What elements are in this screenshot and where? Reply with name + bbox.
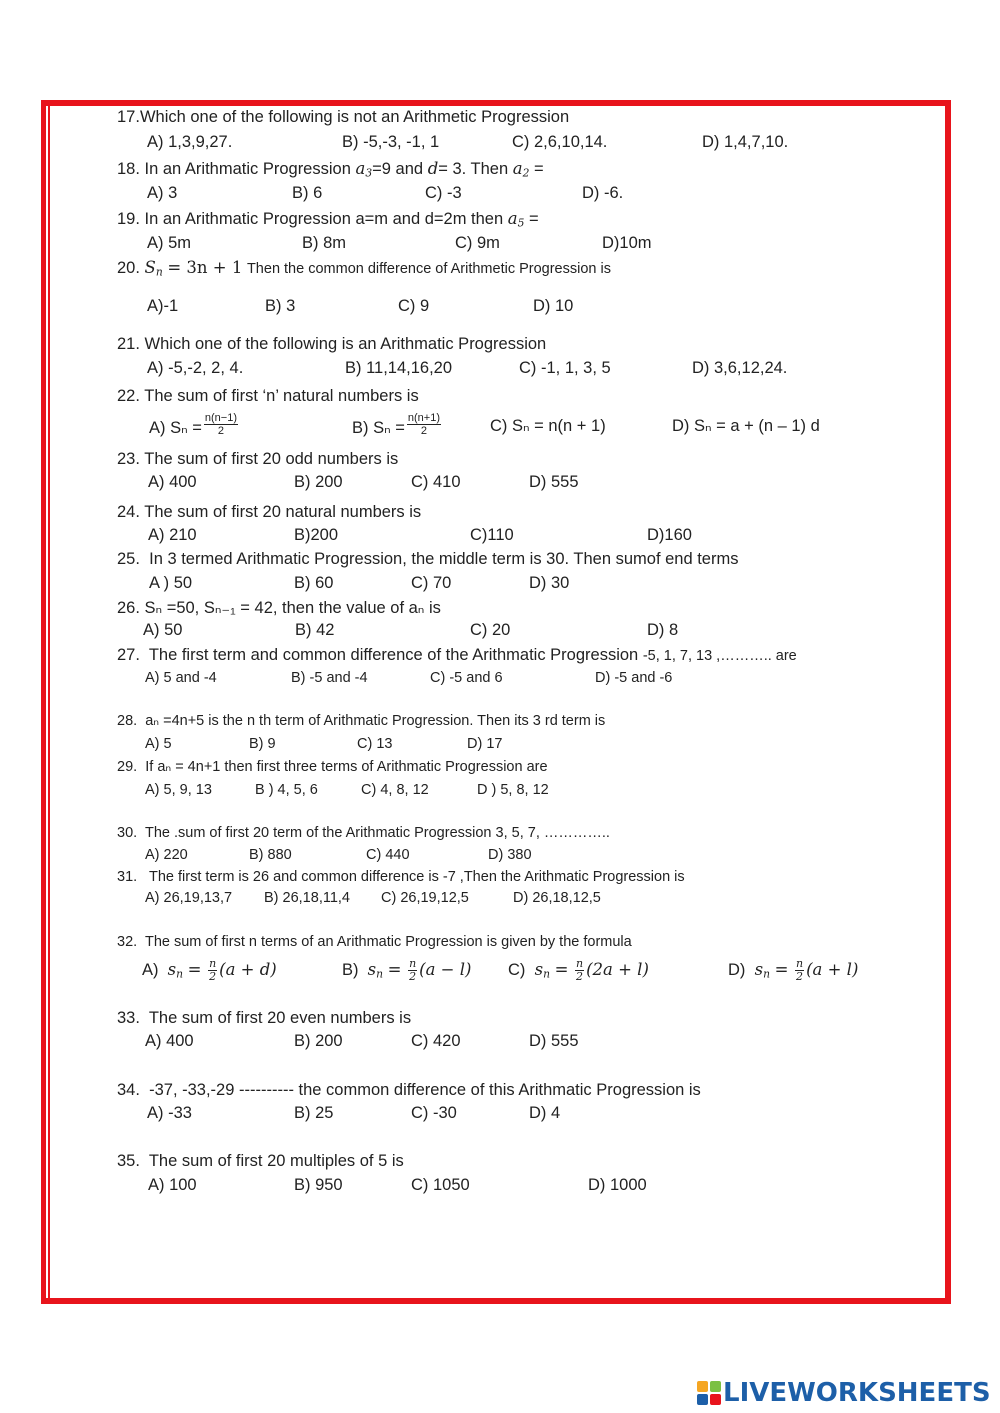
option-d[interactable]: D) 1,4,7,10. — [702, 133, 789, 151]
option-a[interactable]: A) 5, 9, 13 — [145, 782, 212, 798]
question-17: 17.Which one of the following is not an Arithmetic Progression — [117, 108, 570, 126]
options-27 — [145, 670, 905, 692]
option-b[interactable]: B) 26,18,11,4 — [264, 890, 350, 906]
option-d[interactable]: D) 10 — [533, 297, 574, 315]
question-33: 33. The sum of first 20 even numbers is — [117, 1009, 412, 1027]
option-c[interactable]: C) Sₙ = n(n + 1) — [490, 417, 606, 435]
question-31: 31. The first term is 26 and common difference is -7 ,Then the Arithmatic Progression is — [117, 869, 685, 885]
option-a[interactable]: A) 5 and -4 — [145, 670, 217, 686]
option-c[interactable]: C) $s_n$ = $\frac{n}{2}$ (2a + l) — [508, 957, 649, 983]
option-b[interactable]: B) 42 — [295, 621, 335, 639]
option-a[interactable]: A ) 50 — [149, 574, 193, 592]
option-a[interactable]: A) 1,3,9,27. — [147, 133, 233, 151]
option-c[interactable]: C) 2,6,10,14. — [512, 133, 608, 151]
options-17 — [147, 133, 907, 155]
options-26 — [143, 621, 903, 643]
question-22: 22. The sum of first ‘n’ natural numbers is — [117, 387, 419, 405]
option-c[interactable]: C) 9m — [455, 234, 500, 252]
option-b[interactable]: B) $s_n$ = $\frac{n}{2}$ (a − l) — [342, 957, 472, 983]
option-d[interactable]: D) 26,18,12,5 — [513, 890, 601, 906]
option-d[interactable]: D) 17 — [467, 736, 503, 752]
option-d[interactable]: D)10m — [602, 234, 652, 252]
option-c[interactable]: C)110 — [470, 526, 514, 544]
options-19 — [147, 234, 907, 256]
question-32: 32. The sum of first n terms of an Arithmatic Progression is given by the formula — [117, 934, 632, 950]
option-b[interactable]: B) 3 — [265, 297, 296, 315]
option-c[interactable]: C) 26,19,12,5 — [381, 890, 469, 906]
option-b[interactable]: B) -5,-3, -1, 1 — [342, 133, 440, 151]
option-a[interactable]: A) 220 — [145, 847, 188, 863]
option-c[interactable]: C) 4, 8, 12 — [361, 782, 429, 798]
option-b[interactable]: B) 6 — [292, 184, 323, 202]
question-29: 29. If aₙ = 4n+1 then first three terms of Arithmatic Progression are — [117, 759, 548, 775]
option-b[interactable]: B) 11,14,16,20 — [345, 359, 453, 377]
option-c[interactable]: C) 1050 — [411, 1176, 470, 1194]
option-a[interactable]: A) 5 — [145, 736, 172, 752]
question-34: 34. -37, -33,-29 ---------- the common difference of this Arithmatic Progression is — [117, 1081, 701, 1099]
option-d[interactable]: D) 1000 — [588, 1176, 647, 1194]
option-d[interactable]: D) 8 — [647, 621, 679, 639]
option-b[interactable]: B) 60 — [294, 574, 334, 592]
liveworksheets-logo[interactable] — [697, 1378, 991, 1408]
option-d[interactable]: D) 3,6,12,24. — [692, 359, 788, 377]
option-d[interactable]: D) 555 — [529, 1032, 579, 1050]
options-18 — [147, 184, 907, 206]
options-32 — [142, 954, 902, 986]
options-31 — [145, 890, 905, 912]
options-20 — [147, 297, 907, 319]
option-b[interactable]: B) 25 — [294, 1104, 334, 1122]
options-21 — [147, 359, 907, 381]
option-d[interactable]: D) $s_n$ = $\frac{n}{2}$ (a + l) — [728, 957, 859, 983]
option-a[interactable]: A) 5m — [147, 234, 192, 252]
option-d[interactable]: D) -6. — [582, 184, 624, 202]
options-35 — [148, 1176, 908, 1198]
option-a[interactable]: A) 210 — [148, 526, 197, 544]
question-24: 24. The sum of first 20 natural numbers is — [117, 503, 422, 521]
options-23 — [147, 473, 907, 495]
option-a[interactable]: A)-1 — [147, 297, 179, 315]
option-c[interactable]: C) 70 — [411, 574, 452, 592]
option-c[interactable]: C) -1, 1, 3, 5 — [519, 359, 611, 377]
option-b[interactable]: B) 200 — [294, 1032, 343, 1050]
option-d[interactable]: D) 4 — [529, 1104, 561, 1122]
option-a[interactable]: A) -33 — [147, 1104, 192, 1122]
options-24 — [147, 526, 907, 548]
options-30 — [145, 847, 905, 869]
option-a[interactable]: A) 400 — [145, 1032, 194, 1050]
option-b[interactable]: B) 950 — [294, 1176, 343, 1194]
option-b[interactable]: B)200 — [294, 526, 339, 544]
option-a[interactable]: A) 400 — [148, 473, 197, 491]
option-d[interactable]: D)160 — [647, 526, 692, 544]
question-20: 20. $S_n = 3n + 1$ Then the common difference of Arithmetic Progression is — [117, 258, 611, 279]
option-d[interactable]: D) 555 — [529, 473, 579, 491]
options-25 — [147, 574, 907, 596]
option-b[interactable]: B) Sₙ = $\frac{n(n+1)}{2}$ — [352, 412, 440, 437]
option-a[interactable]: A) 26,19,13,7 — [145, 890, 233, 906]
option-a[interactable]: A) 3 — [147, 184, 178, 202]
option-c[interactable]: C) -30 — [411, 1104, 457, 1122]
question-23: 23. The sum of first 20 odd numbers is — [117, 450, 399, 468]
option-b[interactable]: B ) 4, 5, 6 — [255, 782, 318, 798]
option-a[interactable]: A) -5,-2, 2, 4. — [147, 359, 244, 377]
option-c[interactable]: C) -3 — [425, 184, 462, 202]
question-30: 30. The .sum of first 20 term of the Arithmatic Progression 3, 5, 7, ………….. — [117, 825, 610, 841]
option-b[interactable]: B) 880 — [249, 847, 292, 863]
question-18: 18. In an Arithmatic Progression $a_3=9$ and d= 3. Then $a_2$ = — [117, 159, 544, 180]
question-19: 19. In an Arithmatic Progression a=m and d=2m then $a_5$ = — [117, 209, 539, 230]
option-b[interactable]: B) 8m — [302, 234, 347, 252]
option-a[interactable]: A) Sₙ = $\frac{n(n-1)}{2}$ — [149, 412, 237, 437]
option-c[interactable]: C) 410 — [411, 473, 461, 491]
question-26: 26. Sₙ =50, Sₙ₋₁ = 42, then the value of aₙ is — [117, 599, 441, 617]
option-c[interactable]: C) 440 — [366, 847, 410, 863]
option-b[interactable]: B) 9 — [249, 736, 276, 752]
option-c[interactable]: C) -5 and 6 — [430, 670, 503, 686]
option-c[interactable]: C) 420 — [411, 1032, 461, 1050]
option-d[interactable]: D) Sₙ = a + (n – 1) d — [672, 417, 820, 435]
options-29 — [145, 782, 905, 804]
question-25: 25. In 3 termed Arithmatic Progression, the middle term is 30. Then sumof end terms — [117, 550, 739, 568]
option-c[interactable]: C) 9 — [398, 297, 430, 315]
options-22 — [147, 412, 907, 442]
option-d[interactable]: D ) 5, 8, 12 — [477, 782, 549, 798]
option-c[interactable]: C) 13 — [357, 736, 393, 752]
question-28: 28. aₙ =4n+5 is the n th term of Arithmatic Progression. Then its 3 rd term is — [117, 713, 606, 729]
option-b[interactable]: B) 200 — [294, 473, 343, 491]
option-d[interactable]: D) -5 and -6 — [595, 670, 673, 686]
liveworksheets-logo-text: LIVEWORKSHEETS — [723, 1378, 991, 1408]
question-35: 35. The sum of first 20 multiples of 5 is — [117, 1152, 404, 1170]
liveworksheets-logo-icon — [697, 1381, 721, 1405]
options-33 — [145, 1032, 905, 1054]
option-a[interactable]: A) $s_n$ = $\frac{n}{2}$ (a + d) — [142, 957, 277, 983]
question-27: 27. The first term and common difference of the Arithmatic Progression -5, 1, 7, 13 ,……….. are — [117, 646, 797, 664]
options-28 — [145, 736, 905, 758]
option-b[interactable]: B) -5 and -4 — [291, 670, 368, 686]
option-d[interactable]: D) 380 — [488, 847, 532, 863]
option-c[interactable]: C) 20 — [470, 621, 511, 639]
question-21: 21. Which one of the following is an Arithmatic Progression — [117, 335, 547, 353]
option-d[interactable]: D) 30 — [529, 574, 570, 592]
option-a[interactable]: A) 100 — [148, 1176, 197, 1194]
options-34 — [147, 1104, 907, 1126]
option-a[interactable]: A) 50 — [143, 621, 183, 639]
